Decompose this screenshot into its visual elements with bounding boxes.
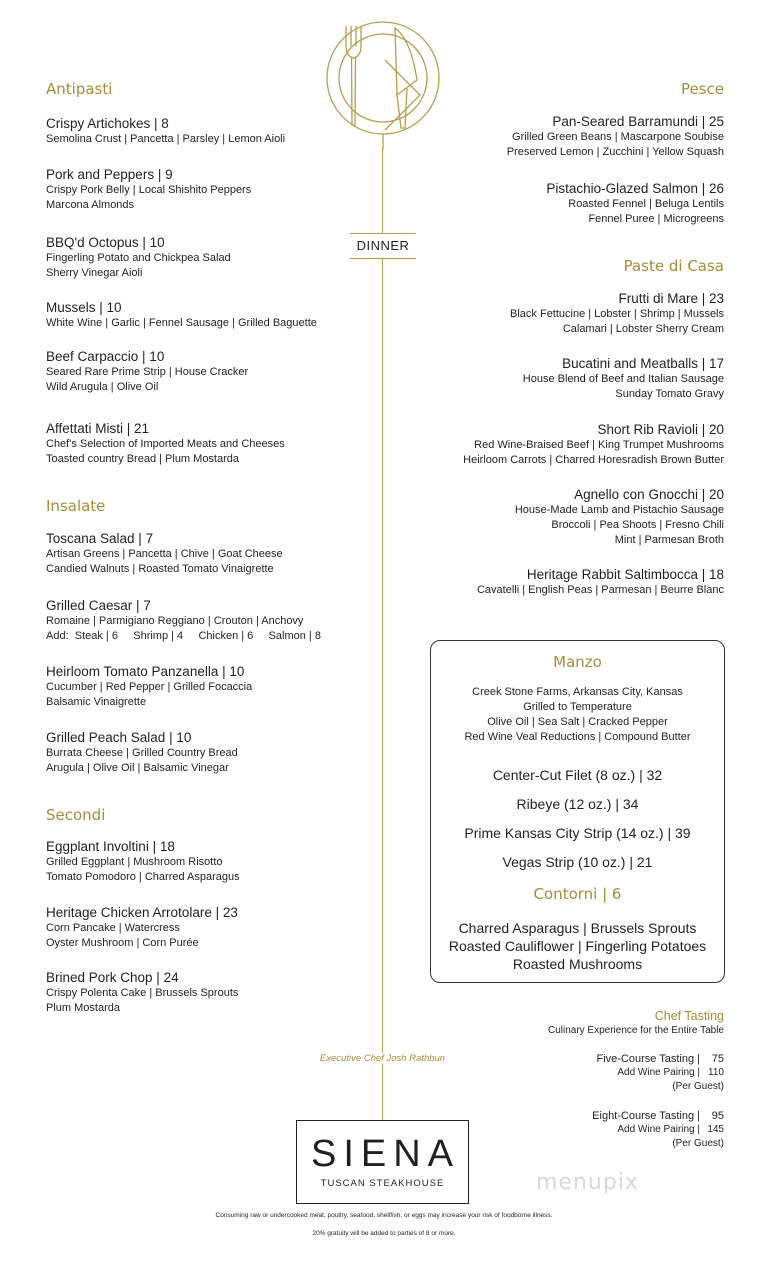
item-name: Heritage Rabbit Saltimbocca | 18 (526, 567, 724, 582)
tasting-label: Add Wine Pairing | (617, 1124, 700, 1135)
item-desc: Seared Rare Prime Strip | House Cracker (46, 366, 249, 378)
item-desc: Broccoli | Pea Shoots | Fresno Chili (551, 519, 724, 531)
menu-item (507, 113, 724, 160)
brand-tagline: TUSCAN STEAKHOUSE (320, 1178, 445, 1189)
item-desc: Corn Pancake | Watercress (46, 922, 180, 934)
item-name: Pork and Peppers | 9 (46, 167, 173, 182)
item-name: Toscana Salad | 7 (46, 531, 154, 546)
item-name: Pistachio-Glazed Salmon | 26 (546, 181, 724, 196)
item-desc: Roasted Fennel | Beluga Lentils (568, 198, 724, 210)
tasting-row (570, 1109, 724, 1123)
item-desc: Sunday Tomato Gravy (615, 388, 724, 400)
tasting-row (570, 1052, 724, 1066)
item-desc: Grilled Green Beans | Mascarpone Soubise (512, 131, 724, 143)
item-desc: Grilled to Temperature (523, 701, 632, 713)
watermark: menupix (536, 1170, 639, 1195)
section-title-paste: Paste di Casa (623, 257, 724, 275)
item-name: Affettati Misti | 21 (46, 421, 150, 436)
cut-item: Prime Kansas City Strip (14 oz.) | 39 (464, 825, 691, 841)
tasting-price: 75 (711, 1053, 724, 1065)
item-desc: White Wine | Garlic | Fennel Sausage | Grilled Baguette (46, 317, 317, 329)
item-name: BBQ'd Octopus | 10 (46, 235, 165, 250)
item-desc: Heirloom Carrots | Charred Horesradish Brown Butter (463, 454, 724, 466)
menu-item (463, 421, 724, 468)
item-desc: House Blend of Beef and Italian Sausage (522, 373, 724, 385)
item-name: Heirloom Tomato Panzanella | 10 (46, 664, 245, 679)
item-desc: Fingerling Potato and Chickpea Salad (46, 252, 231, 264)
executive-chef: Executive Chef Josh Rathbun (300, 1053, 465, 1064)
tasting-note: (Per Guest) (672, 1138, 724, 1149)
five-course-tasting (570, 1052, 724, 1094)
tasting-label: Eight-Course Tasting | (592, 1110, 700, 1122)
item-desc: Plum Mostarda (46, 1002, 120, 1014)
chef-tasting (548, 1008, 724, 1037)
item-name: Grilled Peach Salad | 10 (46, 730, 192, 745)
item-desc: Preserved Lemon | Zucchini | Yellow Squash (506, 146, 724, 158)
menu-item (46, 838, 240, 885)
menu-item (46, 904, 238, 951)
manzo-description (430, 685, 725, 745)
plate-fork-knife-icon (325, 20, 443, 150)
item-desc: Wild Arugula | Olive Oil (46, 381, 159, 393)
item-desc: Oyster Mushroom | Corn Purée (46, 937, 199, 949)
item-desc: Olive Oil | Sea Salt | Cracked Pepper (487, 716, 668, 728)
item-desc: Semolina Crust | Pancetta | Parsley | Lemon Aioli (46, 133, 286, 145)
item-name: Heritage Chicken Arrotolare | 23 (46, 905, 238, 920)
item-desc: Burrata Cheese | Grilled Country Bread (46, 747, 238, 759)
item-name: Crispy Artichokes | 8 (46, 116, 169, 131)
menu-item (523, 355, 724, 402)
menu-item (46, 166, 251, 213)
manzo-cuts (430, 761, 725, 877)
item-desc: Calamari | Lobster Sherry Cream (562, 323, 724, 335)
section-title-contorni: Contorni | 6 (533, 885, 622, 903)
item-name: Short Rib Ravioli | 20 (597, 422, 724, 437)
item-name: Mussels | 10 (46, 300, 122, 315)
cut-item: Vegas Strip (10 oz.) | 21 (502, 854, 653, 870)
item-name: Bucatini and Meatballs | 17 (562, 356, 724, 371)
contorni-list (430, 919, 725, 973)
menu-item (46, 597, 321, 644)
tasting-price: 95 (711, 1110, 724, 1122)
item-desc: Cucumber | Red Pepper | Grilled Focaccia (46, 681, 253, 693)
menu-item (46, 234, 231, 281)
item-desc: Fennel Puree | Microgreens (588, 213, 724, 225)
side-item: Roasted Mushrooms (512, 956, 643, 972)
menu-item (46, 348, 248, 395)
menu-item (510, 290, 724, 337)
section-title-manzo: Manzo (553, 653, 602, 671)
side-item: Roasted Cauliflower | Fingerling Potatoes (448, 938, 707, 954)
tasting-price: 110 (708, 1067, 724, 1078)
tasting-label: Five-Course Tasting | (596, 1053, 700, 1065)
gratuity-note: 20% gratuity will be added to parties of 8 or more. (312, 1230, 456, 1237)
item-desc: Creek Stone Farms, Arkansas City, Kansas (472, 686, 683, 698)
eight-course-tasting (570, 1109, 724, 1151)
menu-item (515, 486, 724, 548)
item-desc: Artisan Greens | Pancetta | Chive | Goat Cheese (46, 548, 283, 560)
tasting-subtitle: Culinary Experience for the Entire Table (547, 1025, 724, 1036)
item-desc: Sherry Vinegar Aioli (46, 267, 143, 279)
menu-item (46, 115, 285, 147)
item-name: Brined Pork Chop | 24 (46, 970, 179, 985)
tasting-title: Chef Tasting (654, 1009, 724, 1023)
tasting-label: Add Wine Pairing | (617, 1067, 700, 1078)
menu-item (46, 969, 238, 1016)
item-name: Agnello con Gnocchi | 20 (574, 487, 724, 502)
section-title-insalate: Insalate (46, 497, 106, 515)
brand-logo (296, 1120, 469, 1204)
item-desc: House-Made Lamb and Pistachio Sausage (514, 504, 724, 516)
item-name: Pan-Seared Barramundi | 25 (552, 114, 724, 129)
menu-item (477, 566, 724, 598)
menu-item (46, 663, 252, 710)
item-desc: Red Wine Veal Reductions | Compound Butter (464, 731, 691, 743)
item-desc: Romaine | Parmigiano Reggiano | Crouton | Anchovy (46, 615, 304, 627)
item-desc: Toasted country Bread | Plum Mostarda (46, 453, 240, 465)
item-desc: Add: Steak | 6 Shrimp | 4 Chicken | 6 Salmon | 8 (46, 630, 321, 642)
menu-item (46, 530, 283, 577)
menu-item (546, 180, 724, 227)
item-name: Beef Carpaccio | 10 (46, 349, 165, 364)
divider-line (382, 148, 383, 1120)
cut-item: Center-Cut Filet (8 oz.) | 32 (492, 767, 663, 783)
item-desc: Arugula | Olive Oil | Balsamic Vinegar (46, 762, 229, 774)
brand-name: SIENA (310, 1133, 461, 1175)
menu-item (46, 729, 238, 776)
item-desc: Balsamic Vinaigrette (46, 696, 147, 708)
dinner-label: DINNER (350, 233, 416, 259)
item-name: Grilled Caesar | 7 (46, 598, 151, 613)
item-desc: Cavatelli | English Peas | Parmesan | Beurre Blanc (476, 584, 724, 596)
tasting-row (570, 1123, 724, 1137)
item-desc: Crispy Pork Belly | Local Shishito Peppers (46, 184, 252, 196)
section-title-antipasti: Antipasti (46, 80, 113, 98)
item-desc: Mint | Parmesan Broth (614, 534, 724, 546)
tasting-note: (Per Guest) (672, 1081, 724, 1092)
tasting-row (570, 1066, 724, 1080)
section-title-secondi: Secondi (46, 806, 106, 824)
item-desc: Red Wine-Braised Beef | King Trumpet Mushrooms (474, 439, 724, 451)
item-desc: Chef's Selection of Imported Meats and Cheeses (46, 438, 285, 450)
menu-item (46, 299, 317, 331)
item-desc: Candied Walnuts | Roasted Tomato Vinaigrette (46, 563, 274, 575)
allergen-warning: Consuming raw or undercooked meat, poultry, seafood, shellfish, or eggs may increase your risk of foodborne illness. (215, 1212, 553, 1219)
item-desc: Tomato Pomodoro | Charred Asparagus (46, 871, 240, 883)
item-name: Frutti di Mare | 23 (618, 291, 724, 306)
section-title-pesce: Pesce (680, 80, 724, 98)
item-desc: Crispy Polenta Cake | Brussels Sprouts (46, 987, 239, 999)
side-item: Charred Asparagus | Brussels Sprouts (458, 920, 697, 936)
item-desc: Black Fettucine | Lobster | Shrimp | Mussels (510, 308, 724, 320)
tasting-price: 145 (707, 1124, 724, 1135)
item-name: Eggplant Involtini | 18 (46, 839, 175, 854)
cut-item: Ribeye (12 oz.) | 34 (516, 796, 639, 812)
menu-item (46, 420, 285, 467)
item-desc: Grilled Eggplant | Mushroom Risotto (46, 856, 223, 868)
item-desc: Marcona Almonds (46, 199, 135, 211)
